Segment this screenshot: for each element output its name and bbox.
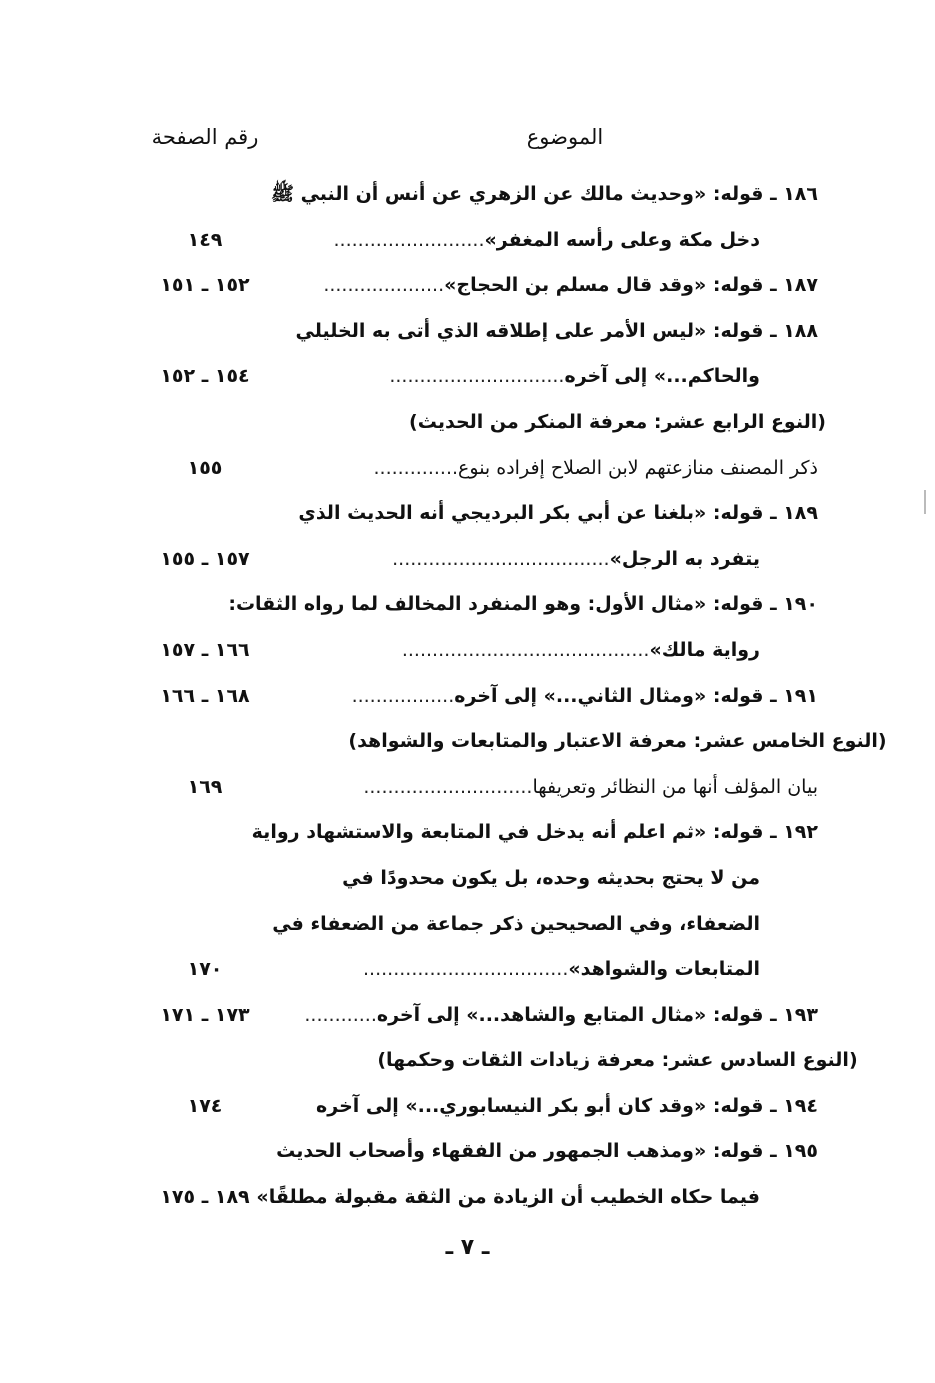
toc-row bbox=[0, 948, 935, 994]
toc-entry-text bbox=[251, 817, 818, 847]
page-reference: ١٤٩ bbox=[187, 228, 223, 251]
toc-entry-text bbox=[228, 589, 818, 619]
entry-label: ذكر المصنف منازعتهم لابن الصلاح إفراده بنوع bbox=[458, 456, 818, 479]
toc-row bbox=[0, 994, 935, 1040]
page-reference: ١٦٩ bbox=[187, 775, 223, 798]
page-reference: ١٦٦ ـ ١٥٧ bbox=[160, 638, 250, 661]
entry-label: (النوع الخامس عشر: معرفة الاعتبار والمتابعات والشواهد) bbox=[348, 730, 887, 753]
entry-label: رواية مالك» bbox=[649, 638, 760, 661]
entry-label: ١٩١ ـ قوله: «ومثال الثاني...» إلى آخره bbox=[454, 684, 818, 707]
toc-entry-text bbox=[300, 1000, 818, 1030]
entry-label: دخل مكة وعلى رأسه المغفر» bbox=[484, 228, 760, 251]
entry-label: ١٨٨ ـ قوله: «ليس الأمر على إطلاقه الذي أتى به الخليلي bbox=[295, 319, 818, 342]
toc-row bbox=[0, 1085, 935, 1131]
page-reference: ١٥٧ ـ ١٥٥ bbox=[160, 547, 250, 570]
column-header-page-number: رقم الصفحة bbox=[151, 125, 259, 149]
toc-entry-text bbox=[276, 1136, 818, 1166]
section-heading bbox=[300, 1045, 935, 1075]
page-reference: ١٦٨ ـ ١٦٦ bbox=[160, 684, 250, 707]
toc-row bbox=[0, 1130, 935, 1176]
column-header-topic: الموضوع bbox=[526, 125, 604, 149]
entry-label: بيان المؤلف أنها من النظائر وتعريفها bbox=[532, 775, 818, 798]
dot-leader: ............................. bbox=[389, 365, 565, 388]
toc-row bbox=[0, 492, 935, 538]
toc-row bbox=[0, 811, 935, 857]
toc-entry-text bbox=[300, 498, 818, 528]
toc-entry-text bbox=[300, 954, 760, 984]
toc-entry-text bbox=[256, 1182, 760, 1212]
toc-row bbox=[0, 447, 935, 493]
toc-row bbox=[0, 264, 935, 310]
toc-entry-text bbox=[300, 681, 818, 711]
toc-entry-text bbox=[300, 772, 818, 802]
dot-leader: ......................................... bbox=[401, 638, 650, 661]
page-reference: ١٨٩ ـ ١٧٥ bbox=[160, 1186, 250, 1209]
toc-entry-text bbox=[300, 453, 818, 483]
section-heading-row bbox=[0, 1039, 935, 1085]
toc-row bbox=[0, 857, 935, 903]
toc-row bbox=[0, 629, 935, 675]
dot-leader: .................................. bbox=[363, 958, 569, 981]
section-heading-row bbox=[0, 401, 935, 447]
toc-entry-text bbox=[300, 1091, 818, 1121]
page-reference: ١٧٤ bbox=[187, 1094, 223, 1117]
dot-leader: .............. bbox=[373, 456, 459, 479]
section-heading-row bbox=[0, 720, 935, 766]
entry-label: الضعفاء، وفي الصحيحين ذكر جماعة من الضعفاء في bbox=[272, 912, 760, 935]
entry-label: ١٨٦ ـ قوله: «وحديث مالك عن الزهري عن أنس أن النبي ﷺ bbox=[271, 183, 818, 205]
table-of-contents bbox=[0, 173, 935, 1222]
page-reference: ١٥٢ ـ ١٥١ bbox=[160, 274, 250, 297]
dot-leader: .................... bbox=[323, 274, 445, 297]
page-reference: ١٥٤ ـ ١٥٢ bbox=[160, 365, 250, 388]
scan-edge-mark bbox=[924, 490, 926, 514]
toc-entry-text bbox=[300, 863, 760, 893]
entry-label: (النوع السادس عشر: معرفة زيادات الثقات وحكمها) bbox=[377, 1049, 858, 1072]
toc-entry-text bbox=[271, 179, 818, 209]
toc-row bbox=[0, 1176, 935, 1222]
entry-label: ١٩٤ ـ قوله: «وقد كان أبو بكر النيسابوري...» إلى آخره bbox=[316, 1094, 818, 1117]
toc-entry-text bbox=[300, 270, 818, 300]
entry-label: فيما حكاه الخطيب أن الزيادة من الثقة مقبولة مطلقًا» bbox=[256, 1186, 760, 1209]
page-reference: ١٧٠ bbox=[187, 958, 223, 981]
section-heading bbox=[300, 726, 935, 756]
page-number: ـ ٧ ـ bbox=[445, 1235, 490, 1260]
entry-label: ١٩٢ ـ قوله: «ثم اعلم أنه يدخل في المتابعة والاستشهاد رواية bbox=[251, 821, 818, 844]
toc-entry-text bbox=[300, 635, 760, 665]
section-heading bbox=[300, 407, 935, 437]
entry-label: والحاكم...» إلى آخره bbox=[564, 365, 760, 388]
toc-row bbox=[0, 583, 935, 629]
page-reference: ١٥٥ bbox=[187, 456, 223, 479]
dot-leader: ......................... bbox=[333, 228, 485, 251]
toc-row bbox=[0, 766, 935, 812]
entry-label: يتفرد به الرجل» bbox=[609, 547, 760, 570]
entry-label: (النوع الرابع عشر: معرفة المنكر من الحديث) bbox=[409, 410, 826, 433]
entry-label: ١٩٣ ـ قوله: «مثال المتابع والشاهد...» إلى آخره bbox=[376, 1003, 818, 1026]
toc-row bbox=[0, 675, 935, 721]
entry-label: ١٩٥ ـ قوله: «ومذهب الجمهور من الفقهاء وأصحاب الحديث bbox=[276, 1140, 818, 1163]
entry-label: ١٨٩ ـ قوله: «بلغنا عن أبي بكر البرديجي أنه الحديث الذي bbox=[298, 502, 818, 525]
dot-leader: ............................ bbox=[363, 775, 533, 798]
toc-entry-text bbox=[300, 361, 760, 391]
dot-leader: .................................... bbox=[392, 547, 610, 570]
toc-entry-text bbox=[300, 544, 760, 574]
toc-entry-text bbox=[295, 316, 818, 346]
dot-leader: ................. bbox=[351, 684, 455, 707]
toc-row bbox=[0, 355, 935, 401]
dot-leader: ............ bbox=[304, 1003, 377, 1026]
entry-label: ١٨٧ ـ قوله: «وقد قال مسلم بن الحجاج» bbox=[444, 274, 818, 297]
entry-label: من لا يحتج بحديثه وحده، بل يكون محدودًا في bbox=[342, 866, 760, 889]
entry-label: ١٩٠ ـ قوله: «مثال الأول: وهو المنفرد المخالف لما رواه الثقات: bbox=[228, 593, 818, 616]
toc-entry-text bbox=[272, 909, 760, 939]
toc-row bbox=[0, 219, 935, 265]
toc-entry-text bbox=[300, 225, 760, 255]
toc-row bbox=[0, 173, 935, 219]
toc-row bbox=[0, 310, 935, 356]
entry-label: المتابعات والشواهد» bbox=[568, 958, 760, 981]
toc-row bbox=[0, 538, 935, 584]
page-reference: ١٧٣ ـ ١٧١ bbox=[160, 1003, 250, 1026]
toc-row bbox=[0, 903, 935, 949]
